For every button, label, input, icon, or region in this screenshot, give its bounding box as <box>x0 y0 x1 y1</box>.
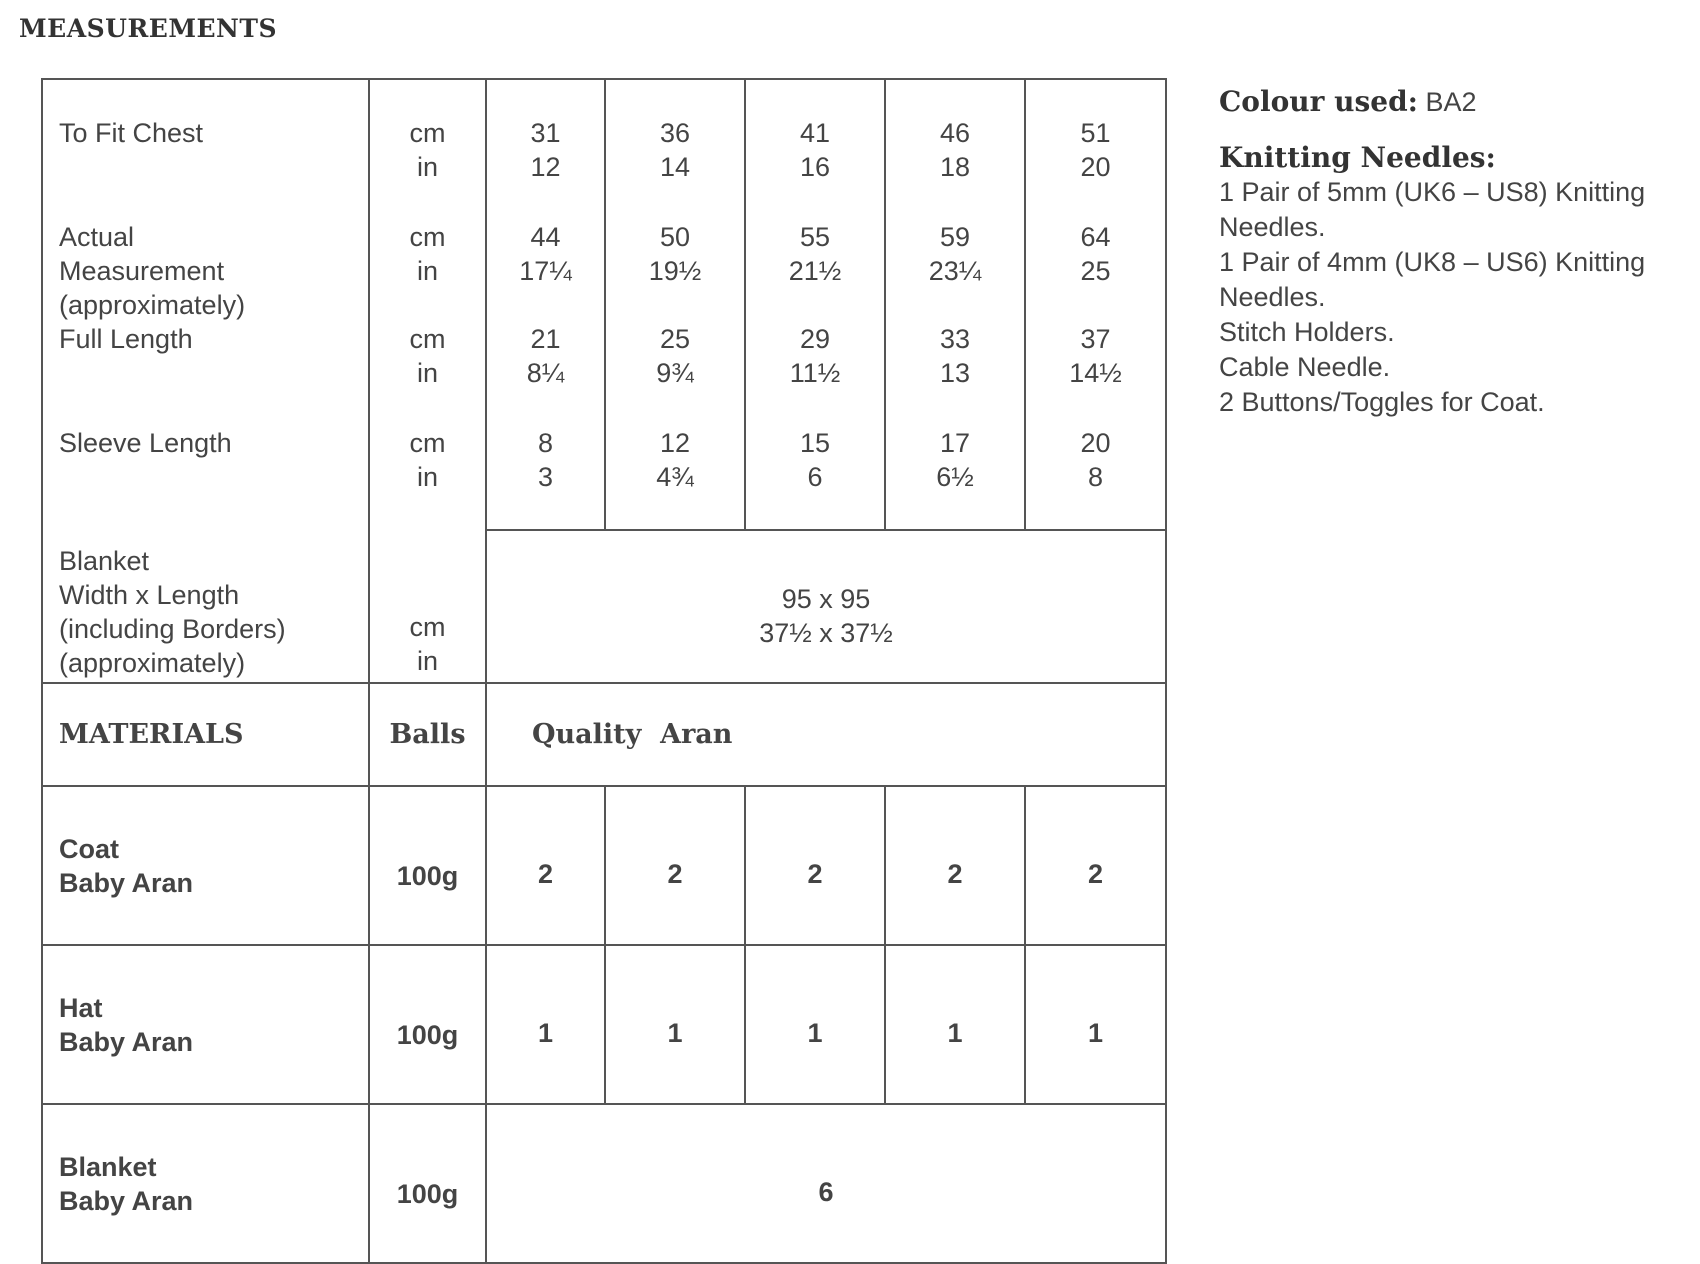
colour-label: Colour used: <box>1219 85 1418 118</box>
needles-heading: Knitting Needles: <box>1219 141 1496 174</box>
balls-heading: Balls <box>369 683 486 786</box>
row-label: To Fit Chest <box>42 79 369 220</box>
unit-cell: cm in <box>369 426 486 530</box>
size-cell: 37 14½ <box>1025 322 1166 426</box>
row-label: Actual Measurement (approximately) <box>42 220 369 322</box>
list-item: Needles. <box>1219 282 1326 312</box>
materials-row-hat <box>42 945 1166 1104</box>
material-label: Coat Baby Aran <box>42 786 369 945</box>
measurements-table <box>41 78 1167 1264</box>
measurement-row-chest <box>42 79 1166 220</box>
ball-count: 1 <box>486 945 605 1104</box>
list-item: Needles. <box>1219 212 1326 242</box>
materials-heading: MATERIALS <box>42 683 369 786</box>
unit-cell: cm in <box>369 79 486 220</box>
ball-count: 1 <box>1025 945 1166 1104</box>
measurement-row-blanket <box>42 530 1166 683</box>
size-cell: 64 25 <box>1025 220 1166 322</box>
materials-row-blanket <box>42 1104 1166 1263</box>
list-item: 1 Pair of 5mm (UK6 – US8) Knitting <box>1219 177 1646 207</box>
size-cell: 25 9¾ <box>605 322 745 426</box>
colour-used <box>1219 84 1699 120</box>
row-label: Sleeve Length <box>42 426 369 530</box>
ball-count: 2 <box>745 786 885 945</box>
ball-count: 1 <box>745 945 885 1104</box>
ball-count: 6 <box>486 1104 1166 1263</box>
size-cell: 21 8¼ <box>486 322 605 426</box>
size-cell: 31 12 <box>486 79 605 220</box>
ball-count: 1 <box>885 945 1025 1104</box>
size-cell: 46 18 <box>885 79 1025 220</box>
list-item: 1 Pair of 4mm (UK8 – US6) Knitting <box>1219 247 1646 277</box>
list-item: 2 Buttons/Toggles for Coat. <box>1219 387 1545 417</box>
size-cell: 17 6½ <box>885 426 1025 530</box>
page-title: MEASUREMENTS <box>19 14 278 43</box>
quality-heading: Quality Aran <box>486 683 1166 786</box>
ball-weight: 100g <box>369 786 486 945</box>
ball-count: 2 <box>885 786 1025 945</box>
list-item: Stitch Holders. <box>1219 317 1395 347</box>
measurement-row-full-length <box>42 322 1166 426</box>
row-label: Full Length <box>42 322 369 426</box>
materials-header-row <box>42 683 1166 786</box>
material-label: Hat Baby Aran <box>42 945 369 1104</box>
size-cell: 36 14 <box>605 79 745 220</box>
ball-weight: 100g <box>369 1104 486 1263</box>
size-cell: 29 11½ <box>745 322 885 426</box>
ball-weight: 100g <box>369 945 486 1104</box>
list-item: Cable Needle. <box>1219 352 1391 382</box>
measurement-row-sleeve <box>42 426 1166 530</box>
size-cell: 15 6 <box>745 426 885 530</box>
size-cell: 12 4¾ <box>605 426 745 530</box>
size-cell: 20 8 <box>1025 426 1166 530</box>
row-label: Blanket Width x Length (including Borders) (approximately) <box>42 530 369 683</box>
ball-count: 2 <box>486 786 605 945</box>
colour-value: BA2 <box>1417 87 1477 117</box>
material-label: Blanket Baby Aran <box>42 1104 369 1263</box>
size-cell: 8 3 <box>486 426 605 530</box>
size-cell: 59 23¼ <box>885 220 1025 322</box>
unit-cell: cm in <box>369 322 486 426</box>
ball-count: 2 <box>605 786 745 945</box>
size-cell: 55 21½ <box>745 220 885 322</box>
ball-count: 1 <box>605 945 745 1104</box>
size-cell: 33 13 <box>885 322 1025 426</box>
size-cell: 51 20 <box>1025 79 1166 220</box>
size-cell: 41 16 <box>745 79 885 220</box>
unit-cell: cm in <box>369 220 486 322</box>
ball-count: 2 <box>1025 786 1166 945</box>
blanket-size-cell: 95 x 95 37½ x 37½ <box>486 530 1166 683</box>
measurement-row-actual <box>42 220 1166 322</box>
sidebar-notes <box>1219 84 1699 420</box>
needle-list <box>1219 175 1699 420</box>
size-cell: 50 19½ <box>605 220 745 322</box>
materials-row-coat <box>42 786 1166 945</box>
unit-cell: cm in <box>369 530 486 683</box>
size-cell: 44 17¼ <box>486 220 605 322</box>
